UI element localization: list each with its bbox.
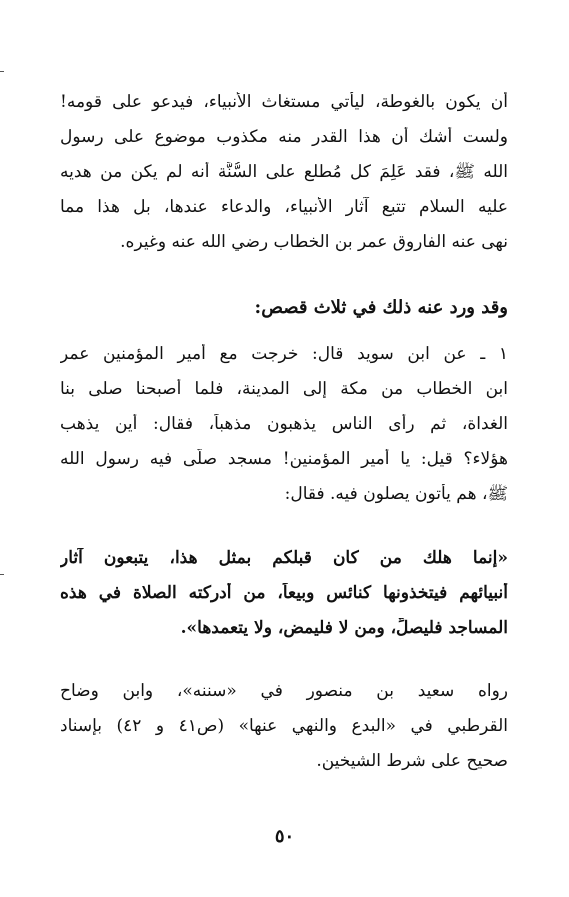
paragraph-2-line: ﷺ، هم يأتون يصلون فيه. فقال: xyxy=(284,484,508,504)
paragraph-1-line: عليه السلام تتبع آثار الأنبياء، والدعاء عندها، بل هذا مما xyxy=(60,197,508,217)
paragraph-3-line: رواه سعيد بن منصور في «سننه»، وابن وضاح xyxy=(60,681,508,701)
hadith-quote-line: «إنما هلك من كان قبلكم بمثل هذا، يتبعون آثار xyxy=(60,548,508,568)
paragraph-2-line: ١ ـ عن ابن سويد قال: خرجت مع أمير المؤمنين عمر xyxy=(60,344,508,364)
page-number: ٥٠ xyxy=(274,826,295,847)
paragraph-1-line: الله ﷺ، فقد عَلِمَ كل مُطلع على السُّنَّة أنه لم يكن من هديه xyxy=(60,162,508,182)
paragraph-1-line: ولست أشك أن هذا القدر منه مكذوب موضوع على رسول xyxy=(60,127,508,147)
left-edge-mark xyxy=(0,71,4,72)
section-heading: وقد ورد عنه ذلك في ثلاث قصص: xyxy=(254,297,508,318)
paragraph-2-line: الغداة، ثم رأى الناس يذهبون مذهباً، فقال: أين يذهب xyxy=(60,414,508,434)
paragraph-2-line: هؤلاء؟ قيل: يا أمير المؤمنين! مسجد صلّى فيه رسول الله xyxy=(60,449,508,469)
paragraph-3-line: القرطبي في «البدع والنهي عنها» (ص٤١ و ٤٢) بإسناد xyxy=(60,716,508,736)
hadith-quote-line: أنبيائهم فيتخذونها كنائس وبيعاً، من أدركته الصلاة في هذه xyxy=(60,583,508,603)
hadith-quote-line: المساجد فليصلِّ، ومن لا فليمض، ولا يتعمدها». xyxy=(180,618,508,638)
paragraph-1-line: نهى عنه الفاروق عمر بن الخطاب رضي الله عنه وغيره. xyxy=(120,232,508,252)
left-edge-mark xyxy=(0,574,4,575)
paragraph-2-line: ابن الخطاب من مكة إلى المدينة، فلما أصبحنا صلى بنا xyxy=(60,379,508,399)
paragraph-1-line: أن يكون بالغوطة، ليأتي مستغاث الأنبياء، فيدعو على قومه! xyxy=(60,92,508,112)
paragraph-3-line: صحيح على شرط الشيخين. xyxy=(316,751,508,771)
